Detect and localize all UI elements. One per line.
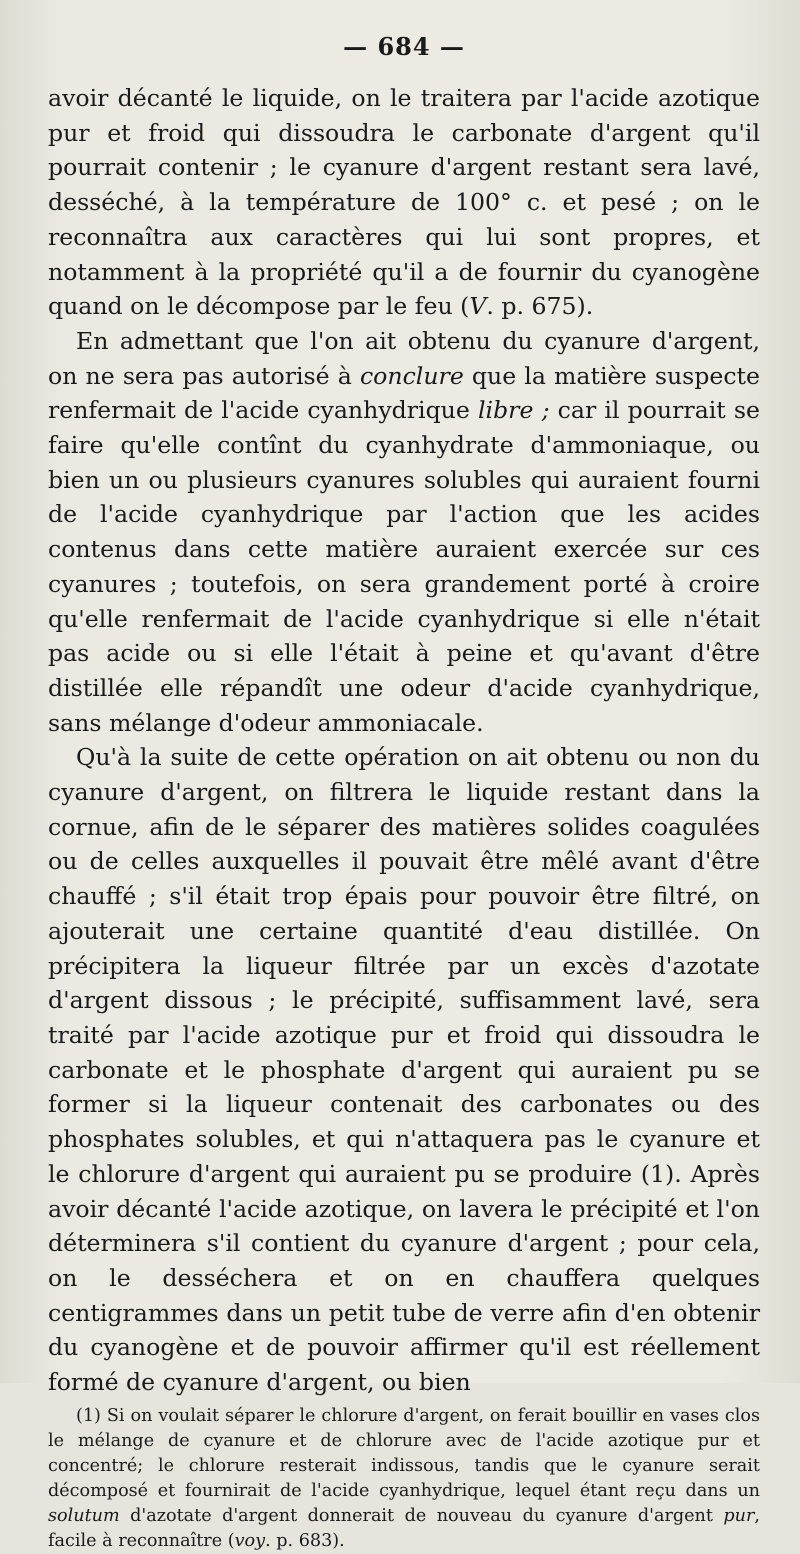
paragraph bbox=[48, 740, 760, 1399]
text-segment: avoir décanté le liquide, on le traitera par l'acide azotique pur et froid qui dissoudra le carbonate d'argent qu'il pourrait contenir ; le cyanure d'argent restant sera lavé, desséché, à la température de 100° c. et pesé ; on le reconnaîtra aux caractères qui lui sont propres, et notamment à la propriété qu'il a de fournir du cyanogène quand on le décompose par le feu ( bbox=[48, 84, 760, 321]
text-segment: . p. 675). bbox=[486, 292, 594, 321]
italic-segment: libre ; bbox=[477, 396, 550, 425]
italic-segment: conclure bbox=[359, 361, 464, 390]
italic-segment: voy bbox=[234, 1530, 266, 1551]
text-segment: . p. 683). bbox=[265, 1530, 345, 1551]
page-number-header: — 684 — bbox=[343, 32, 465, 61]
text-segment: (1) Si on voulait séparer le chlorure d'argent, on ferait bouillir en vases clos le mélange de cyanure et de chlorure avec de l'acide azotique pur et concentré; le chlorure resterait indissous, tandis que le cyanure serait décomposé et fournirait de l'acide cyanhydrique, lequel étant reçu dans un bbox=[48, 1405, 760, 1501]
text-segment: que la matière suspecte renfermait de l'acide cyanhydrique bbox=[48, 361, 760, 425]
italic-segment: pur bbox=[723, 1505, 755, 1526]
text-segment: car il pourrait se faire qu'elle contînt du cyanhydrate d'ammoniaque, ou bien un ou plusieurs cyanures solubles qui auraient fourni de l'acide cyanhydrique par l'action que les acides contenus dans cette matière auraient exercée sur ces cyanures ; toutefois, on sera grandement porté à croire qu'elle renfermait de l'acide cyanhydrique si elle n'était pas acide ou si elle l'était à peine et qu'avant d'être distillée elle répandît une odeur d'acide cyanhydrique, sans mélange d'odeur ammoniacale. bbox=[48, 396, 761, 737]
paragraph bbox=[48, 81, 760, 324]
text-segment: En admettant que l'on ait obtenu du cyanure d'argent, on ne sera pas autorisé à bbox=[48, 326, 760, 390]
italic-segment: V bbox=[469, 292, 487, 321]
text-segment: , facile à reconnaître ( bbox=[48, 1505, 760, 1551]
footnote bbox=[48, 1404, 760, 1554]
main-text bbox=[48, 81, 760, 1400]
italic-segment: solutum bbox=[48, 1505, 120, 1526]
footnote-text bbox=[48, 1404, 760, 1554]
text-segment: Qu'à la suite de cette opération on ait obtenu ou non du cyanure d'argent, on filtrera le liquide restant dans la cornue, afin de le séparer des matières solides coagulées ou de celles auxquelles il pouvait être mêlé avant d'être chauffé ; s'il était trop épais pour pouvoir être filtré, on ajouterait une certaine quantité d'eau distillée. On précipitera la liqueur filtrée par un excès d'azotate d'argent dissous ; le précipité, suffisamment lavé, sera traité par l'acide azotique pur et froid qui dissoudra le carbonate et le phosphate d'argent qui auraient pu se former si la liqueur contenait des carbonates ou des phosphates solubles, et qui n'attaquera pas le cyanure et le chlorure d'argent qui auraient pu se produire (1). Après avoir décanté l'acide azotique, on lavera le précipité et l'on déterminera s'il contient du cyanure d'argent ; pour cela, on le desséchera et on en chauffera quelques centigrammes dans un petit tube de verre afin d'en obtenir du cyanogène et de pouvoir affirmer qu'il est réellement formé de cyanure d'argent, ou bien bbox=[48, 743, 760, 1397]
text-segment: d'azotate d'argent donnerait de nouveau du cyanure d'argent bbox=[119, 1505, 724, 1526]
paragraph bbox=[48, 324, 760, 740]
